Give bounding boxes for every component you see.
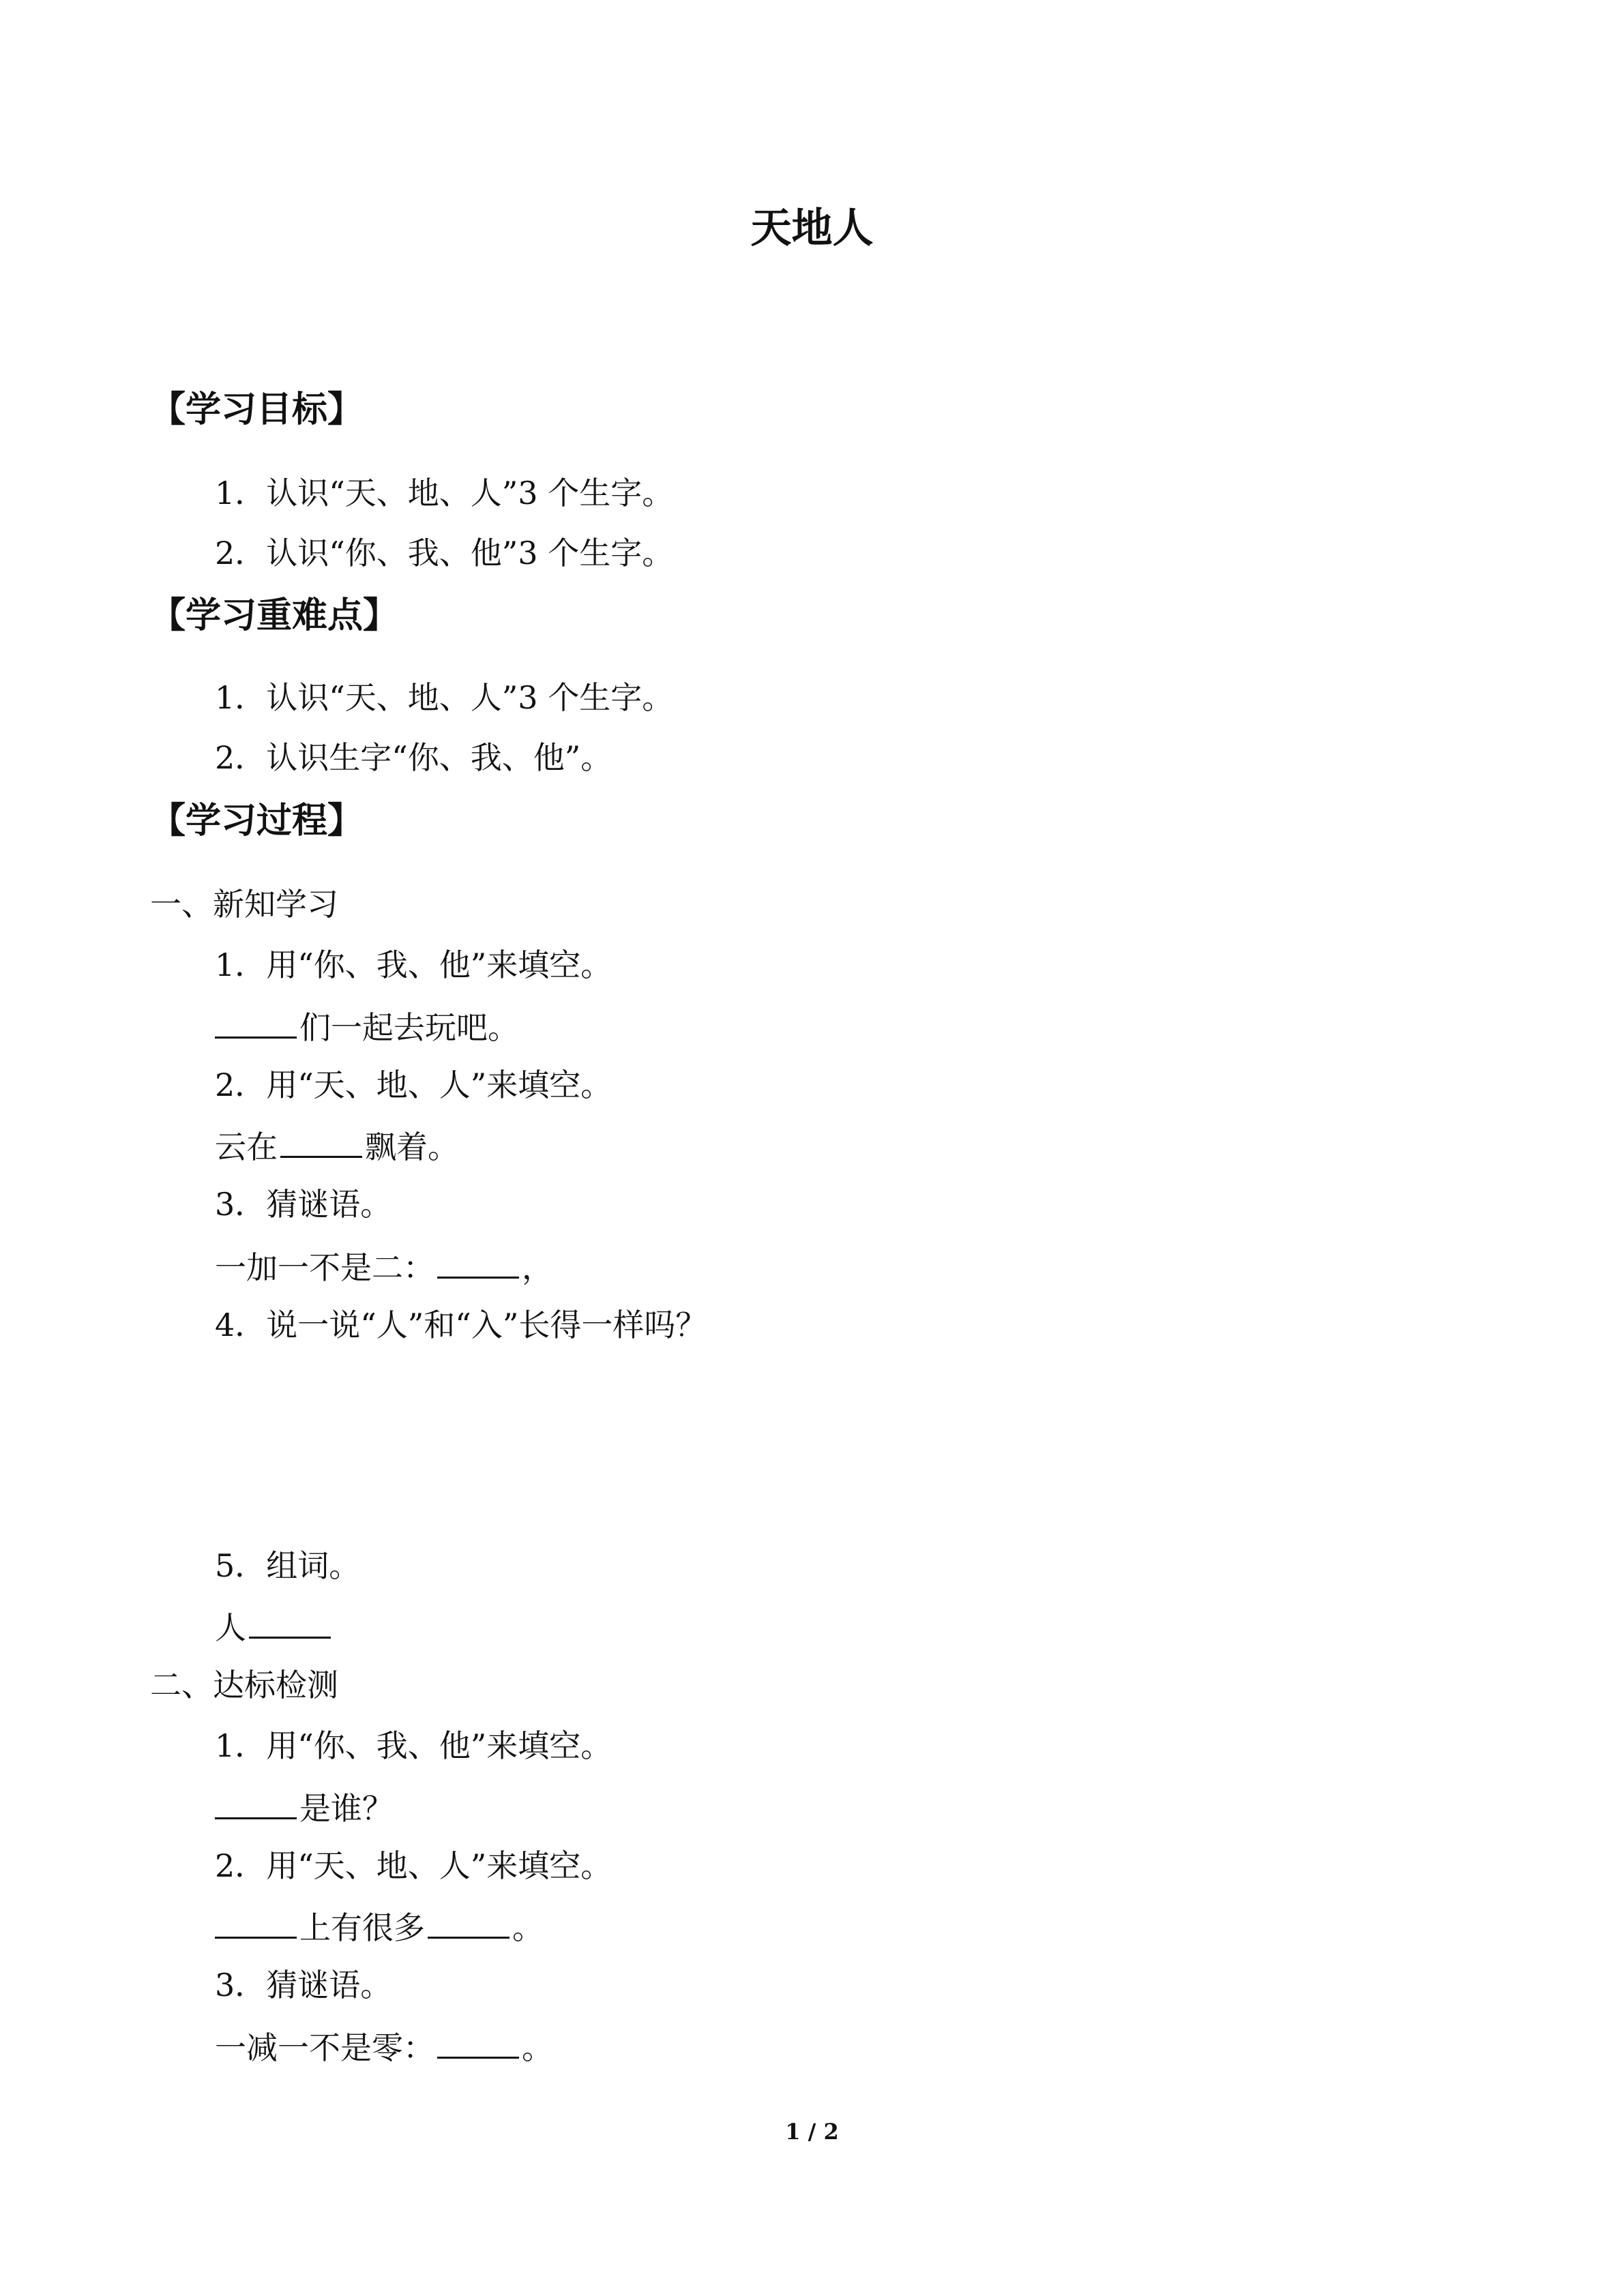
fill-text: 人	[215, 1609, 246, 1646]
fill-line-3	[215, 2029, 553, 2066]
section-heading-key-points: 【学习重难点】	[150, 595, 399, 636]
page-number: 1 / 2	[785, 2119, 839, 2145]
fill-line-1	[215, 1009, 519, 1046]
fill-text: ，	[522, 1249, 553, 1286]
question-3: 3．猜谜语。	[215, 1967, 392, 2003]
blank	[215, 1790, 297, 1819]
fill-text: 上有很多	[299, 1909, 425, 1946]
blank	[215, 1909, 297, 1939]
fill-line-2	[215, 1129, 459, 1163]
fill-text: 飘着。	[365, 1129, 459, 1165]
blank	[249, 1609, 331, 1639]
fill-text: 一减一不是零：	[215, 2029, 434, 2066]
key-point-item: 2．认识生字“你、我、他”。	[215, 739, 612, 776]
question-3: 3．猜谜语。	[215, 1186, 392, 1223]
question-4: 4．说一说“人”和“入”长得一样吗？	[215, 1307, 707, 1343]
question-2: 2．用“天、地、人”来填空。	[215, 1847, 612, 1884]
part-label-new-knowledge: 一、新知学习	[150, 886, 338, 923]
fill-text: 。	[522, 2029, 553, 2066]
fill-line-2	[215, 1909, 544, 1946]
fill-text: 一加一不是二：	[215, 1249, 434, 1286]
fill-line-1	[215, 1790, 394, 1827]
blank	[280, 1129, 362, 1158]
part-label-assessment: 二、达标检测	[150, 1667, 338, 1703]
question-1: 1．用“你、我、他”来填空。	[215, 946, 612, 983]
blank	[428, 1909, 510, 1939]
fill-text: 是谁？	[299, 1790, 394, 1827]
fill-text: 云在	[215, 1129, 278, 1165]
key-point-item: 1．认识“天、地、人”3 个生字。	[215, 679, 674, 716]
blank	[437, 1249, 519, 1279]
goal-item: 1．认识“天、地、人”3 个生字。	[215, 475, 674, 511]
section-heading-process: 【学习过程】	[150, 800, 364, 841]
fill-text: 。	[512, 1909, 544, 1946]
fill-line-3	[215, 1249, 553, 1286]
fill-text: 们一起去玩吧。	[299, 1009, 519, 1046]
fill-line-5	[215, 1609, 334, 1646]
blank	[215, 1009, 297, 1039]
blank	[437, 2029, 519, 2059]
question-5: 5．组词。	[215, 1547, 361, 1584]
document-title: 天地人	[750, 205, 874, 252]
question-2: 2．用“天、地、人”来填空。	[215, 1067, 612, 1103]
goal-item: 2．认识“你、我、他”3 个生字。	[215, 535, 674, 571]
question-1: 1．用“你、我、他”来填空。	[215, 1727, 612, 1764]
section-heading-goals: 【学习目标】	[150, 389, 364, 430]
